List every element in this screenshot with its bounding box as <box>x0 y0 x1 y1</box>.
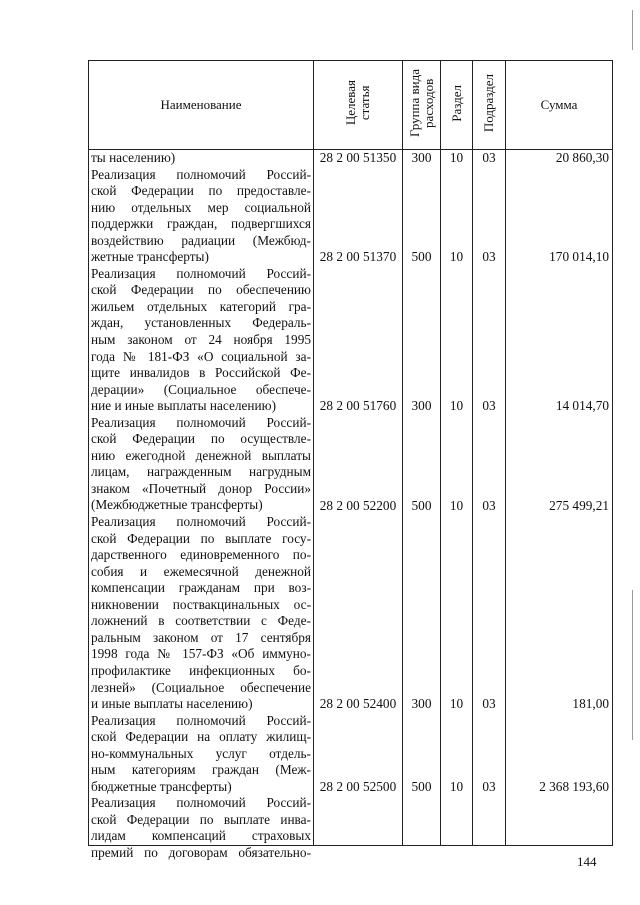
name-line: ской Федерации на оплату жилищ- <box>91 729 311 745</box>
name-line: бюджетные трансферты) <box>91 778 232 794</box>
name-line: лидам компенсаций страховых <box>91 828 311 844</box>
name-line: нию ежегодной денежной выплаты <box>91 447 311 463</box>
name-line: собия и ежемесячной денежной <box>91 563 311 579</box>
header-subsection: Подраздел <box>473 61 506 150</box>
name-line: Реализация полномочий Россий- <box>91 414 311 430</box>
section-column <box>441 150 473 846</box>
section-value: 10 <box>449 497 464 513</box>
header-target: Целевая статья <box>314 61 403 150</box>
subsection-value: 03 <box>482 398 496 414</box>
header-sum: Сумма <box>506 61 613 150</box>
sum-value: 170 014,10 <box>549 249 609 265</box>
name-line: ложнений в соответствии с Феде- <box>91 613 311 629</box>
section-value: 10 <box>449 249 464 265</box>
name-line: но-коммунальных услуг отдель- <box>91 745 311 761</box>
header-group: Группа вида расходов <box>403 61 441 150</box>
subsection-value: 03 <box>482 497 496 513</box>
group-value: 500 <box>411 249 432 265</box>
name-line: Реализация полномочий Россий- <box>91 514 311 530</box>
page-number: 144 <box>577 854 597 869</box>
name-line: (Межбюджетные трансферты) <box>91 497 263 513</box>
name-line: профилактике инфекционных бо- <box>91 662 311 678</box>
sum-value: 2 368 193,60 <box>539 778 609 794</box>
name-line: 1998 года № 157-ФЗ «Об иммуно- <box>91 646 311 662</box>
subsection-value: 03 <box>482 778 496 794</box>
sum-column <box>506 150 613 846</box>
subsection-column <box>473 150 506 846</box>
header-section: Раздел <box>441 61 473 150</box>
section-value: 10 <box>449 398 464 414</box>
name-line: знаком «Почетный донор России» <box>91 480 311 496</box>
name-line: ным категориям граждан (Меж- <box>91 762 311 778</box>
name-line: жильем отдельных категорий гра- <box>91 298 311 314</box>
target-value: 28 2 00 52400 <box>319 696 397 712</box>
name-line: воздействию радиации (Межбюд- <box>91 232 311 248</box>
target-value: 28 2 00 51760 <box>319 398 397 414</box>
target-value: 28 2 00 51370 <box>319 249 397 265</box>
name-line: Реализация полномочий Россий- <box>91 795 311 811</box>
name-line: ние и иные выплаты населению) <box>91 398 276 414</box>
table-header-row <box>89 61 613 150</box>
group-column <box>403 150 441 846</box>
name-line: дерации» (Социальное обеспече- <box>91 381 311 397</box>
name-line: Реализация полномочий Россий- <box>91 265 311 281</box>
subsection-value: 03 <box>482 249 496 265</box>
target-value: 28 2 00 52500 <box>319 778 397 794</box>
name-line: года № 181-ФЗ «О социальной за- <box>91 348 311 364</box>
scan-edge-mark <box>632 10 633 50</box>
sum-value: 14 014,70 <box>555 398 609 414</box>
name-line: ным законом от 24 ноября 1995 <box>91 332 311 348</box>
subsection-value: 03 <box>482 150 496 165</box>
sum-value: 181,00 <box>572 696 609 712</box>
name-line: ты населению) <box>91 150 176 165</box>
group-value: 500 <box>411 778 432 794</box>
name-line: щите инвалидов в Российской Фе- <box>91 365 311 381</box>
name-line: никновении поствакцинальных ос- <box>91 596 311 612</box>
group-value: 300 <box>411 398 432 414</box>
sum-value: 275 499,21 <box>549 497 609 513</box>
section-value: 10 <box>449 150 464 165</box>
section-value: 10 <box>449 778 464 794</box>
name-line: и иные выплаты населению) <box>91 696 253 712</box>
name-column <box>89 150 314 860</box>
header-name: Наименование <box>89 61 314 150</box>
group-value: 300 <box>411 150 432 165</box>
name-line: ждан, установленных Федераль- <box>91 315 311 331</box>
name-line: ской Федерации по предоставле- <box>91 183 311 199</box>
name-line: Реализация полномочий Россий- <box>91 712 311 728</box>
section-value: 10 <box>449 696 464 712</box>
budget-table <box>88 60 613 860</box>
group-value: 300 <box>411 696 432 712</box>
target-value: 28 2 00 52200 <box>319 497 397 513</box>
name-line: ской Федерации по выплате госу- <box>91 530 311 546</box>
table-body-row <box>89 150 613 846</box>
sum-value: 20 860,30 <box>555 150 609 165</box>
name-line: дарственного единовременного по- <box>91 547 311 563</box>
subsection-value: 03 <box>482 696 496 712</box>
name-line: Реализация полномочий Россий- <box>91 166 311 182</box>
name-line: нию отдельных мер социальной <box>91 199 311 215</box>
name-line: лезней» (Социальное обеспечение <box>91 679 311 695</box>
target-column <box>314 150 403 846</box>
name-line: ской Федерации по осуществле- <box>91 431 311 447</box>
name-line: поддержки граждан, подвергшихся <box>91 216 311 232</box>
name-text <box>91 150 311 860</box>
target-value: 28 2 00 51350 <box>319 150 397 165</box>
name-line: ской Федерации по выплате инва- <box>91 811 311 827</box>
group-value: 500 <box>411 497 432 513</box>
name-line: премий по договорам обязательно- <box>91 844 311 860</box>
name-line: ральным законом от 17 сентября <box>91 629 311 645</box>
name-line: лицам, награжденным нагрудным <box>91 464 311 480</box>
name-line: компенсации гражданам при воз- <box>91 580 311 596</box>
name-line: жетные трансферты) <box>91 249 209 265</box>
name-line: ской Федерации по обеспечению <box>91 282 311 298</box>
scan-edge-mark <box>632 590 633 740</box>
